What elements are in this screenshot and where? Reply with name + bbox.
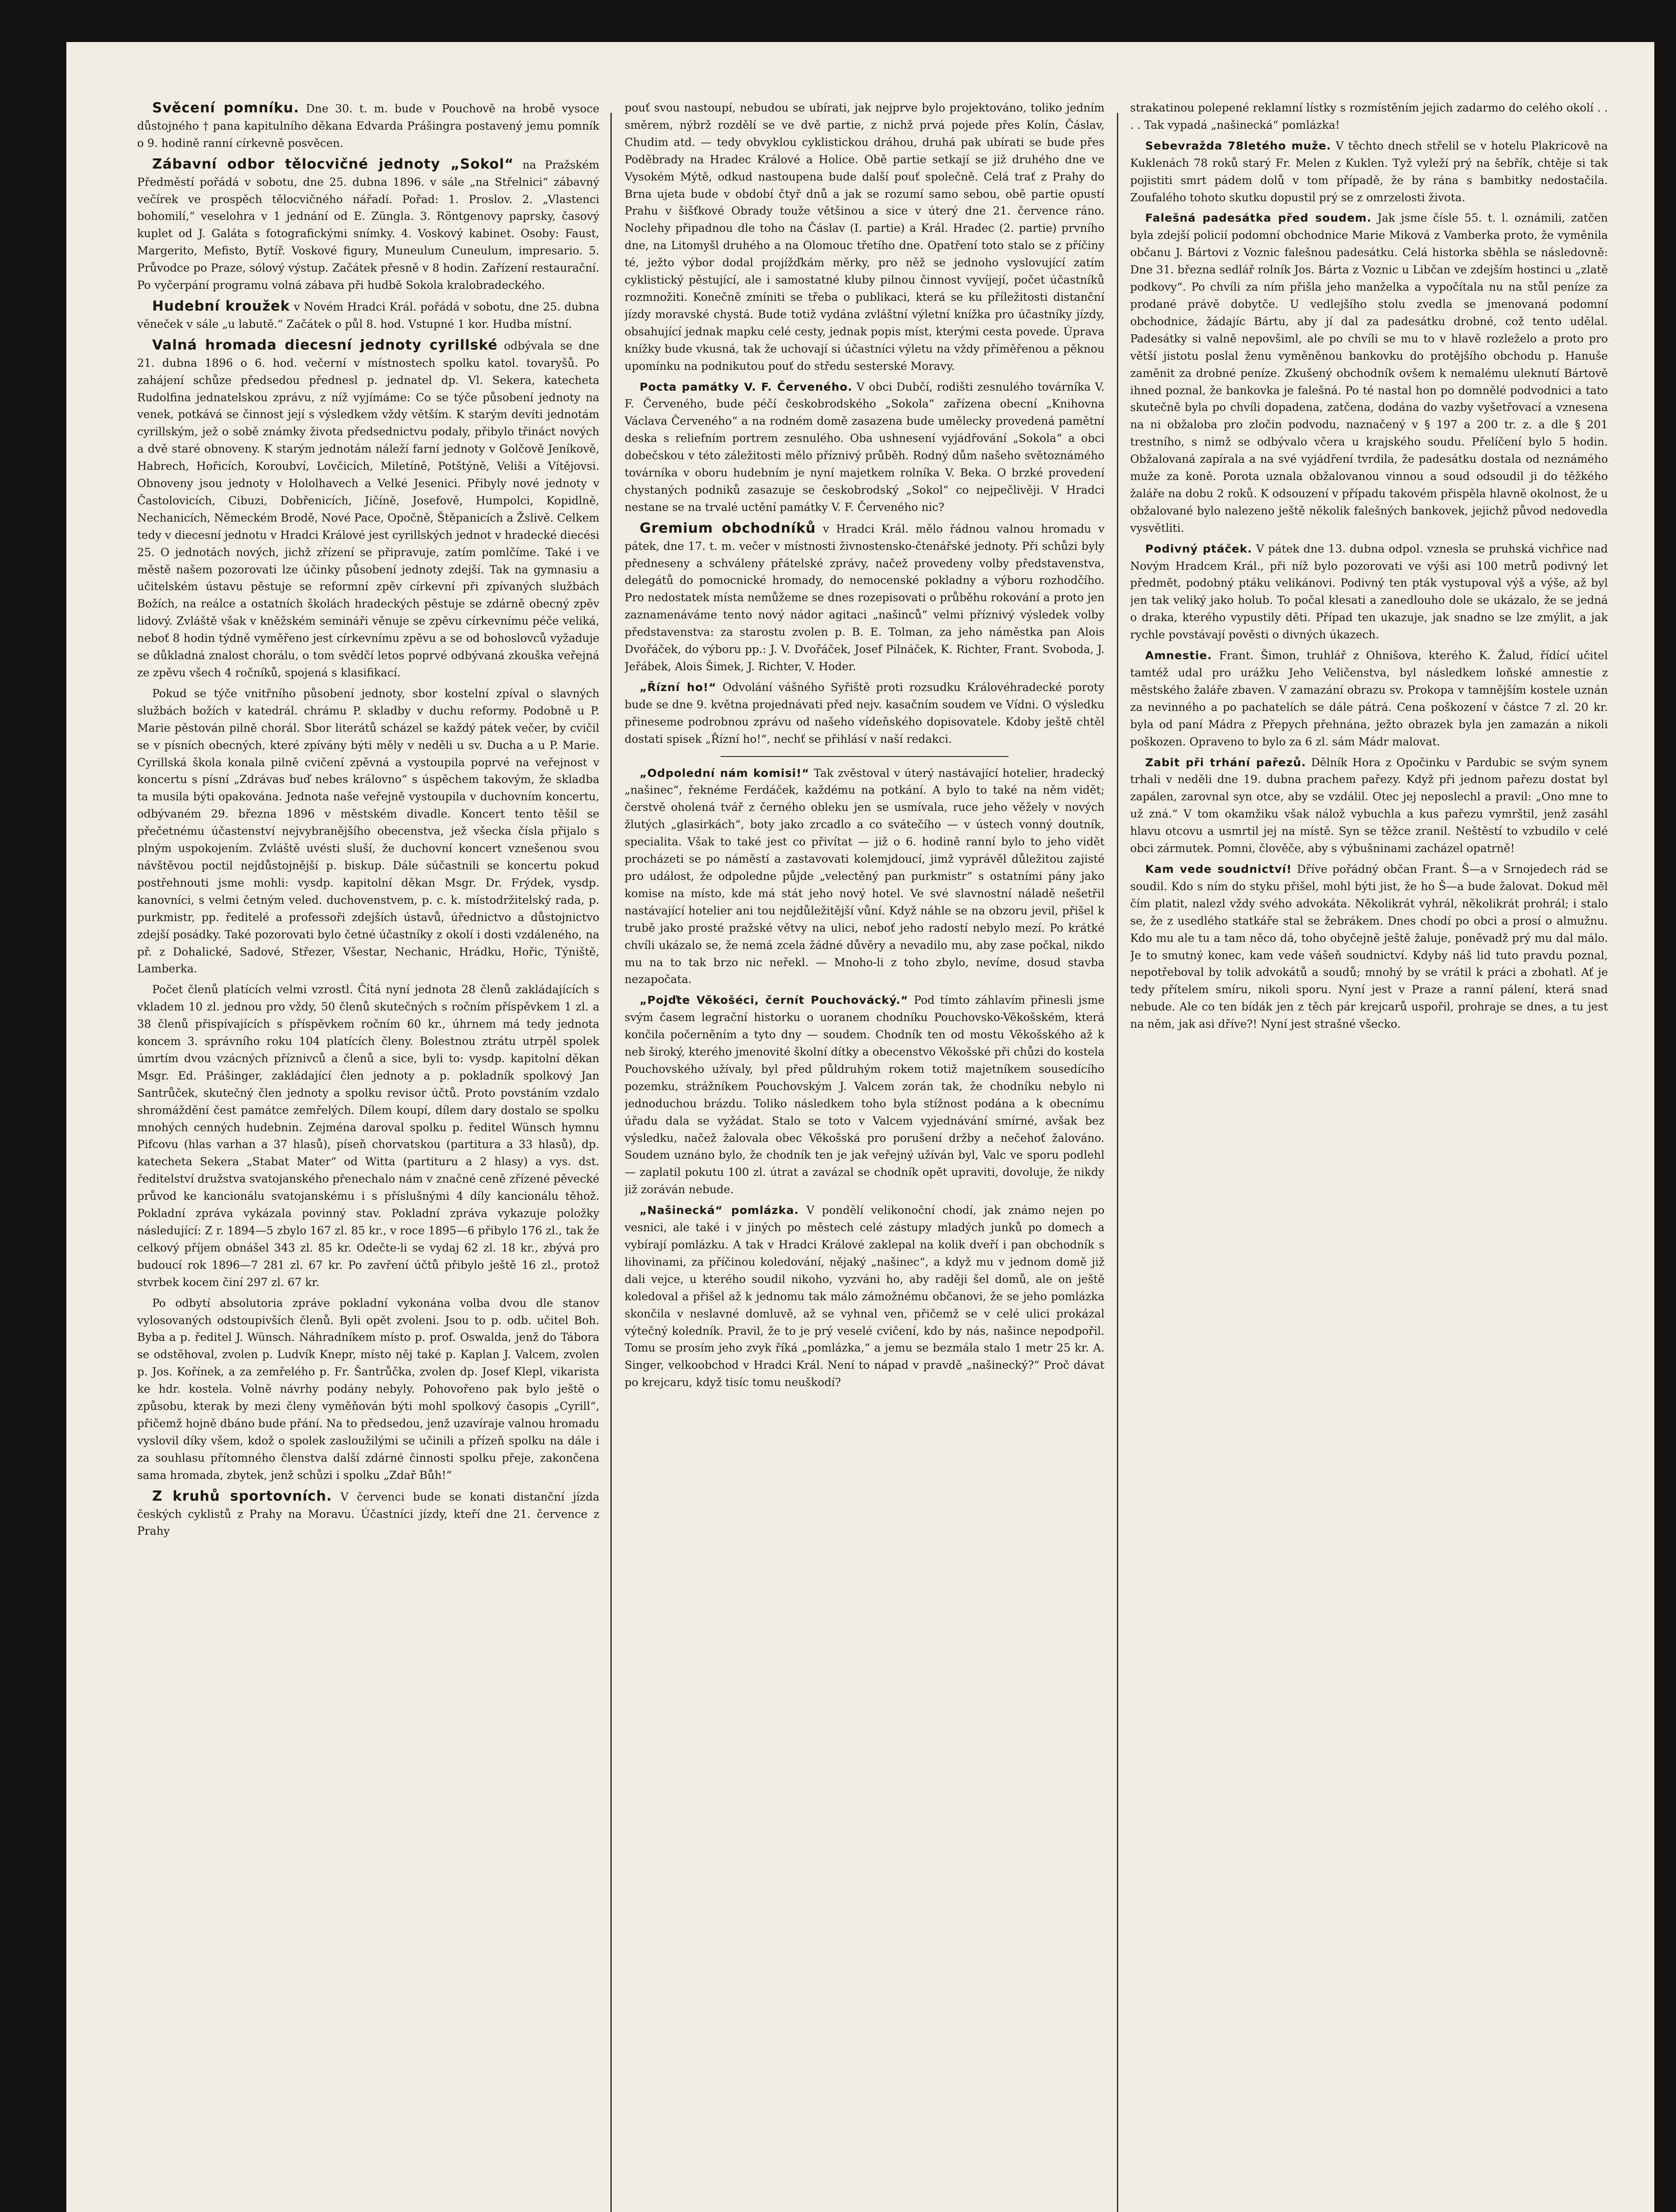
article-killed: Zabit při trhání pařezů. Dělník Hora z Opočinku v Pardubic se svým synem trhali v neděli dne 19. dubna prachem pařezy. Když při jednom pařezu dostat byl zapálen, zarovnal syn otce, aby se vzdálil. Otec jej neposlechl a pravil: „Ono mne to už zná.“ V tom okamžiku však nálož vybuchla a kus pařezu vymrštil, jenž zasáhl hlavu otcovu a usmrtil jej na místě. Syn se těžce zranil. Neštěstí to vzbudilo v celé obci zármutek. Pomni, člověče, aby s výbušninami zacházel opatrně! [1130,756,1608,855]
headline: „Pojďte Věkošéci, černít Pouchovácký.“ [640,994,909,1007]
article-sports: Z kruhů sportovních. V červenci bude se konati distanční jízda českých cyklistů z Prahy na Moravu. Účastníci jízdy, kteří dne 21. července z Prahy [137,1488,599,1538]
article-paragraph: Počet členů platících velmi vzrostl. Čítá nyní jednota 28 členů zakládajících s vkladem 10 zl. jednou pro vždy, 50 členů skutečných s ročním příspěvkem 1 zl. a 38 členů přispívajících s příspěvkem ročním 60 kr., úhrnem má tedy jednota koncem 3. správního roku 104 platících členy. Bolestnou ztrátu utrpěl spolek úmrtím dvou vzácných příznivců a členů a sice, byli to: vysdp. kapitolní děkan Msgr. Ed. Prášinger, zakládající člen jednoty a p. pokladník spolkový Jan Santrůček, skutečný člen jednoty a spolku revisor účtů. Proto povstáním vzdalo shromáždění čest památce zemřelých. Dílem koupí, dílem dary dostalo se spolku mnohých cenných hudebnin. Zejména daroval spolku p. ředitel Wünsch hymnu Pifcovu (hlas varhan a 37 hlasů), píseň chorvatskou (partitura a 33 hlasů), dp. katecheta Sekera „Stabat Mater“ od Witta (partituru a 2 hlasy) a vys. dst. ředitelství družstva svatojanského přenechalo nám v značné ceně zřízené pěvecké průvod ke kancionálu svatojanskému i s příslušnými 4 díly kancionálu těhož. Pokladní zpráva vykázala povinný stav. Pokladní zpráva vykazuje položky následující: Z r. 1894—5 zbylo 167 zl. 85 kr., v roce 1895—6 přibylo 176 zl., tak že celkový příjem obnášel 343 zl. 85 kr. Odečte-li se vydaj 62 zl. 18 kr., zbývá pro budoucí rok 1896—7 281 zl. 67 kr. Po zavření účtů přibylo ještě 16 zl., protož stvrbek kocem činí 297 zl. 67 kr. [137,983,599,1289]
headline: Svěcení pomníku. [152,100,299,116]
headline: Sebevražda 78letého muže. [1145,139,1331,152]
newspaper-page [66,42,1654,2212]
headline: Hudební kroužek [152,298,290,314]
headline: „Řízní ho!“ [640,680,717,694]
article-paragraph: Po odbytí absolutoria zpráve pokladní vykonána volba dvou dle stanov vylosovaných odstoupivších členů. Byli opět zvoleni. Jsou to p. odb. učitel Boh. Byba a p. ředitel J. Wünsch. Náhradníkem místo p. prof. Oswalda, jenž do Tábora se odstěhoval, zvolen p. Ludvík Knepr, místo něj také p. Kaplan J. Valcem, zvolen p. Jos. Kořínek, a za zemřelého p. Fr. Šantrůčka, zvolen dp. Josef Klepl, vikarista ke hdr. kostela. Volně návrhy podány nebyly. Pohovořeno pak bylo ještě o způsobu, kterak by mezi členy vyměňován býti mohl spolkový časopis „Cyrill“, přičemž hojně dbáno bude přání. Na to předsedou, jenž uzavíraje valnou hromadu vyslovil díky všem, kdož o spolek zasloužilými se učinili a přízeň spolku na dále i za souhlasu přítomného členstva další zdárné činnosti spolku přeje, zakončena sama hromada, zbytek, jenž schůzi i spolku „Zdař Bůh!“ [137,1296,599,1482]
article-continuation: strakatinou polepené reklamní lístky s rozmístěním jejich zadarmo do celého okolí . . . . Tak vypadá „našinecká“ pomlázka! [1130,101,1608,131]
headline: Pocta památky V. F. Červeného. [640,380,853,393]
column-divider [610,113,612,2212]
column-right [1130,100,1608,2212]
article-litigation: Kam vede soudnictví! Dříve pořádný občan Frant. Š—a v Srnojedech rád se soudil. Kdo s ním do styku přišel, mohl býti jist, že ho Š—a bude žalovat. Dokud měl čím platit, nalezl vždy svého advokáta. Několikrát vyhrál, několikrát prohrál; i stalo se, že z usedlého statkáře stal se žebrákem. Dnes chodí po obci a prosí o almužnu. Kdo mu ale tu a tam něco dá, toho obyčejně ještě žaluje, poněvadž prý mu dal málo. Je to smutný konec, kam vede vášeň soudnictví. Kdyby náš lid tuto pravdu poznal, nepotřeboval by tolik advokátů a soudů; mnohý by se vrátil k práci a zbohatl. Ať je tedy přítelem smíru, nikoli sporu. Nyní jest v Praze a ranní pálení, která snad nebude. Ale co ten bídák jen z těch pár krejcarů uspořil, prohraje se dnes, a tu jest na něm, jak asi dříve?! Nyní jest strašné všecko. [1130,862,1608,1031]
headline: Gremium obchodníků [640,520,816,536]
article-cerveny: Pocta památky V. F. Červeného. V obci Dubčí, rodišti zesnulého továrníka V. F. Červeného, bude péčí českobrodského „Sokola“ zařízena obecní „Knihovna Václava Červeného“ a na rodném domě zasazena bude umělecky provedená pamětní deska s reliefním portrem zesnulého. Oba ushnesení vyjádřování „Sokola“ a obci dobečskou v této záležitosti mělo příznivý průběh. Rodný dům našeho světoznámého továrníka v oboru hudebním je nyní majetkem rolníka V. Beka. O brzké provedení chystaných podniků zasazuje se českobrodský „Sokol“ co nejpečlivěji. V Hradci nestane se na trvalé uctění památky V. F. Červeného nic? [625,380,1105,514]
headline: Amnestie. [1145,649,1212,662]
headline: Podivný ptáček. [1145,542,1252,555]
article-gremium: Gremium obchodníků v Hradci Král. mělo řádnou valnou hromadu v pátek, dne 17. t. m. večer v místnosti živnostensko-čtenářské jednoty. Při schůzi byly předneseny a schváleny přátelské zprávy, načež provedeny volby představenstva, delegátů do pomocnické hromady, do nemocenské pokladny a výboru rozhodčího. Pro nedostatek místa nemůžeme se dnes rozepisovati o průběhu rokování a proto jen zaznamenáváme tento nový nádor agitaci „našinců“ velmi příznivý výsledek volby představenstva: za starostu zvolen p. B. E. Tolman, za jeho náměstka pan Alois Dvořáček, do výboru pp.: J. V. Dvořáček, Josef Pilnáček, K. Richter, Frant. Svoboda, J. Jeřábek, Alois Šimek, J. Richter, V. Hoder. [625,520,1105,673]
article-strange-bird: Podivný ptáček. V pátek dne 13. dubna odpol. vznesla se pruhská vichřice nad Novým Hradcem Král., při níž bylo pozorovati ve výši asi 100 metrů podivný let předmět, podobný ptáku velikánovi. Podivný ten pták vystupoval výš a výše, až byl jen tak veliký jako holub. To počal klesati a zanedlouho dole se ukázalo, že se jedná o draka, kterého vypustily děti. Případ ten ukazuje, jak snadno se lze zmýlit, a jak rychle povstávají pověsti o divných úkazech. [1130,542,1608,641]
article-counterfeit: Falešná padesátka před soudem. Jak jsme čísle 55. t. l. oznámili, zatčen byla zdejší policií podomní obchodnice Marie Miková z Vamberka proto, že vyměnila občanu J. Bártovi z Voznic falešnou padesátku. Celá historka sběhla se následovně: Dne 31. března sedlář rolník Jos. Bárta z Voznic u Libčan ve zdejším hostinci u „zlatě podkovy“. Po chvíli za ním přišla jeho manželka a vypočítala nu na stůl peníze za prodané právě dobytče. U vedlejšího stolu zvedla se jmenovaná podomní obchodnice, žádajíc Bártu, aby jí dal za padesátku drobné, což tento udělal. Padesátky si valně nepovšiml, ale po chvíli se mu to v hlavě rozleželo a proto pro větší jistotu poslal ženu vyměněnou bankovku do protějšího obchodu p. Hanuše zaměnit za drobné peníze. Zkušený obchodník ovšem k nemalému uleknutí Bártově ihned poznal, že bankovka je falešná. Po té nastal hon po domnělé podvodnici a tato skutečně byla po chvíli dopadena, zatčena, dodána do vazby vyšetřovací a vznesena na ni obžaloba pro zločin podvodu, naznačený v § 197 a 200 tr. z. a dle § 201 trestního, s nimž se odbývalo včera u krajského soudu. Přelíčení bylo 5 hodin. Obžalovaná zapírala a na své vyjádření tvrdila, že padesátku dostala od neznámého muže za koně. Porota uznala obžalovanou vinnou a soud odsoudil ji do těžkého žaláře na dobu 2 roků. K odsouzení v případu takovém přispěla hlavně okolnost, že u obžalované bylo nalezeno ještě několik falešných bankovek, jejichž původ nedovedla vysvětliti. [1130,211,1608,534]
headline: Zábavní odbor tělocvičné jednoty „Sokol“ [152,156,514,172]
headline: Valná hromada diecesní jednoty cyrillské [152,337,498,353]
article-cyril-assembly: Valná hromada diecesní jednoty cyrillské odbývala se dne 21. dubna 1896 o 6. hod. večerní v místnostech spolku katol. tovaryšů. Po zahájení schůze předsedou přednesl p. jednatel dp. Vl. Sekera, katecheta Rudolfina jednatelskou zprávu, z níž vyjímáme: Co se týče působení jednoty na venek, potkává se činnost její s výsledkem vždy větším. K starým devíti jednotám cyrillským, jež o sobě známky života předsednictvu podaly, přibylo třináct nových a dvě staré obnoveny. K starým jednotám náleží farní jednoty v Golčově Jeníkově, Habrech, Hořicích, Koroubví, Lovčicích, Miletíně, Potštýně, Veliši a Vítějovsi. Obnoveny jsou jednoty v Hololhavech a Velké Jesenici. Přibyly nové jednoty v Častolovicích, Cibuzi, Dobřenicích, Jičíně, Josefově, Humpolci, Kopidlně, Nechanicích, Německém Brodě, Nové Pace, Opočně, Štěpanicích a Žslivě. Celkem tedy v diecesní jednotu v Hradci Králové jest cyrillských jednot v hradecké diecési 25. O jednotách nových, jichž zřízení se připravuje, zatím pomlčíme. Také i ve městě našem pozorovati lze účinky působení jednoty zdejší. Tak na gymnasiu a učitelském ústavu pěstuje se reformní zpěv církevní při zpívaných službách Božích, na reálce a ostatních školách hradeckých pěstuje se zdárně obecný zpěv lidový. Zvláště však v kněžském semináři věnuje se zpěvu církevnímu péče veliká, neboť 8 hodin týdně vyměřeno jest církevnímu zpěvu a se od bohoslovců vyžaduje se důkladná znalost chorálu, o tom svědčí letos poprvé odbývaná zkouška veřejná ze zpěvu všech 4 ročníků, spojená s klasifikací. [137,337,599,679]
headline: „Našinecká“ pomlázka. [640,1204,799,1217]
article-music-circle: Hudební kroužek v Novém Hradci Král. pořádá v sobotu, dne 25. dubna věneček v sále „u labutě.“ Začátek o půl 8. hod. Vstupné 1 kor. Hudba místní. [137,298,599,330]
headline: Falešná padesátka před soudem. [1145,211,1372,225]
article-paragraph: Pokud se týče vnitřního působení jednoty, sbor kostelní zpíval o slavných službách božích v katedrál. chrámu P. skladby v duchu reformy. Podobně u P. Marie pěstován pilně chorál. Sbor literátů scházel se každý pátek večer, by cvičil se v písních obecných, které zpívány býti měly v neděli u sv. Ducha a u P. Marie. Cyrillská škola konala pilně cvičení zpěvná a vystoupila poprvé na veřejnost v koncertu s písní „Zdrávas buď nebes královno“ s úspěchem takovým, že skladba ta musila býti opakována. Jednota naše veřejně vystoupila v duchovním koncertu, odbývaném 29. března 1896 v městském divadle. Koncert tento těšil se přečetnému účastenství nejvybranějšího obecenstva, jež všecka čísla přijalo s plným uspokojením. Zvláště uvésti sluší, že duchovní koncert vznešenou svou návštěvou poctil nejdůstojnější p. biskup. Dále súčastnili se koncertu pokud postřehnouti jsme mohli: vysdp. kapitolní děkan Msgr. Dr. Frýdek, vysdp. kanovníci, s velmi četným veled. duchovenstvem, p. c. k. místodržitelský rada, p. purkmistr, pp. ředitelé a professoři zdejších ústavů, úřednictvo a důstojnictvo zdejší posádky. Také pozorovati bylo četné účastníky z okolí i dosti vzdáleného, na př. z Dohalické, Sadové, Střezer, Všestar, Nechanic, Hrádku, Hořic, Týniště, Lamberka. [137,687,599,975]
headline: „Odpolední nám komisi!“ [640,766,809,780]
separator [721,756,1009,757]
article-komise: „Odpolední nám komisi!“ Tak zvěstoval v úterý nastávající hotelier, hradecký „našinec“, řeknéme Ferdáček, každému na potkání. A bylo to také na něm vidět; čerstvě oholená tvář z černého obleku jen se usmívala, ruce jeho věžely v nových žlutých „glasirkách“, boty jako zrcadlo a co svátečího — v ústech vonný doutník, specialita. Však to také jest co přivítat — již o 6. hodině ranní bylo to jeho vidět procházeti se po náměstí a zastavovati kolemjdoucí, jimž vyprávěl důležitou zajisté pro událost, že odpoledne půjde „velectěný pan purkmistr“ s ostatními pány jako komise na místo, kde má stát jeho nový hotel. Ve své slavnostní náladě nešetřil nastávající hotelier ani tou nejdůležitější vůní. Když náhle se na obzoru jevil, přišel k trubě jako prosté pražské větvy na ulici, neboť jeho radostí nebylo mezí. Po krátké chvíli ukázalo se, že nemá zcela žádné důvěry a nevadilo mu, aby zase počkal, nikdo mu na to tak brzo nic neřekl. — Mnoho-li z toho zbylo, nevíme, dosud stavba nezapočata. [625,766,1105,986]
column-left [137,100,599,2212]
headline: Z kruhů sportovních. [152,1488,332,1504]
column-divider [1117,113,1118,2212]
article-pomlazka: „Našinecká“ pomlázka. V pondělí velikonoční chodí, jak známo nejen po vesnici, ale také i v jiných po městech celé zástupy mladých junků po domech a vybírají pomlázku. A tak v Hradci Králové zaklepal na kolik dveří i pan obchodník s lihovinami, za příčinou koledování, nějaký „našinec“, a když mu v jednom domě již dali vejce, u kterého soudil nikoho, vyzváni ho, aby raději šel domů, ale on ještě koledoval a přišel až k jednomu tak málo zámožnému občanovi, že se jeho pomlázka skončila v neslavné domluvě, až se vyhnal ven, přičemž se v celé ulici prokázal výtečný koledník. Pravil, že to je prý veselé cvičení, kdo by nás, našince nepodpořil. Tomu se prosím jeho zvyk říká „pomlázka,“ a jemu se bezmála stalo 1 metr 25 kr. A. Singer, velkoobchod v Hradci Král. Není to nápad v pravdě „našinecký?“ Proč dávat po krejcaru, když tisíc tomu neuškodí? [625,1204,1105,1389]
article-continuation: pouť svou nastoupí, nebudou se ubírati, jak nejprve bylo projektováno, toliko jedním směrem, nýbrž rozdělí se ve dvě partie, z nichž prvá pojede přes Kolín, Čáslav, Chudim atd. — tedy obvyklou cyklistickou dráhou, druhá pak ubírati se bude přes Poděbrady na Hradec Králové a Holice. Obě partie setkají se již druhého dne ve Vysokém Mýtě, odkud nastoupena bude další pouť společně. Celá trať z Prahy do Brna ujeta bude v období čtyř dnů a jak se rozumí samo sebou, obě partie opustí Prahu v šišťkové Obrady touže většinou a sice v úterý dne 21. července ráno. Noclehy připadnou dle toho na Čáslav (I. partie) a Král. Hradec (2. partie) prvního dne, na Litomyšl druhého a na Olomouc třetího dne. Opatření toto stalo se z příčiny té, ježto výbor dodal projížďkám měrky, pro něž se jednoho vyslovující zatím cyklistický pěstující, ale i samostatné kluby pilnou činnost vyvíjejí, počet účastníků rozmnožiti. Konečně zmíniti se třeba o publikaci, která se ku příležitosti distanční jízdy moravské chystá. Bude totiž vydána zvláštní výletní knížka pro účastníky jízdy, obsahující jednak mapku celé cesty, jednak popis míst, kterými cesta povede. Úprava knížky bude vkusná, tak že uchovají si účastníci výletu na vždy příměřenou a pěknou upomínku na podnikutou pouť do středu sesterské Moravy. [625,101,1105,373]
article-rizni-ho: „Řízní ho!“ Odvolání vášného Syřiště proti rozsudku Královéhradecké poroty bude se dne 9. května projednávati před nejv. kasačním soudem ve Vídni. O výsledku přineseme podrobnou zprávu od našeho vídeňského dopisovatele. Kdoby ještě chtěl dostati spisek „Řízní ho!“, nechť se přihlásí v naší redakci. [625,680,1105,745]
headline: Kam vede soudnictví! [1145,862,1292,876]
article-sokol-evening: Zábavní odbor tělocvičné jednoty „Sokol“ na Pražském Předměstí pořádá v sobotu, dne 25. dubna 1896. v sále „na Střelnici“ zábavný večírek ve prospěch tělocvičného nářadí. Pořad: 1. Proslov. 2. „Vlastenci bohomilí,“ veselohra v 1 jednání od E. Züngla. 3. Röntgenovy paprsky, časový kuplet od J. Galáta s fotografickými snímky. 4. Voskový kabinet. Osoby: Faust, Margerito, Mefisto, Bytíř. Voskové figury, Muneulum Cuneulum, impresario. 5. Průvodce po Praze, sólový výstup. Začátek přesně v 8 hodin. Zařízení restaurační. Po vyčerpání programu volná zábava při hudbě Sokola kralobradeckého. [137,156,599,292]
article-memorial: Svěcení pomníku. Dne 30. t. m. bude v Pouchově na hrobě vysoce důstojného † pana kapitulního děkana Edvarda Prášingra postavený jemu pomník o 9. hodině ranní církevně posvěcen. [137,100,599,150]
article-vekose: „Pojďte Věkošéci, černít Pouchovácký.“ Pod tímto záhlavím přinesli jsme svým časem legrační historku o uoranem chodníku Pouchovsko-Věkošském, která končila počerněním a tyto dny — soudem. Chodník ten od mostu Věkošského až k neb široký, kterého jmenovité školní dítky a obecenstvo Věkošské při chůzi do kostela Pouchovského užívaly, byl před půldruhým rokem totiž majetníkem sousedícího pozemku, strážníkem Pouchovským J. Valcem zorán tak, že chodníku nebylo ni jednoduchou brázdu. Toliko následkem toho byla stížnost podána a k obecnímu úřadu dala se vyžádat. Stalo se toto v Valcem vyjednávání smírné, avšak bez výsledku, načež žalovala obec Věkošská pro porušení držby a nečehoť žalováno. Soudem uznáno bylo, že chodník ten je jak veřejný užíván byl, Valc ve sporu podlehl — zaplatil pokutu 100 zl. útrat a zavázal se chodník opět upraviti, dovoluje, že nikdy již zoráván nebude. [625,994,1105,1196]
column-middle [625,100,1105,2212]
headline: Zabit při trhání pařezů. [1145,756,1306,769]
article-suicide: Sebevražda 78letého muže. V těchto dnech střelil se v hotelu Plakricově na Kuklenách 78 roků starý Fr. Melen z Kuklen. Tyž vyleží prý na šebřík, chtěje si tak pojistiti smrt pádem dolů v tom případě, že by rána s bambitky nedostačila. Zoufalého tohoto skutku dopustil prý se z omrzelosti života. [1130,139,1608,204]
article-amnesty: Amnestie. Frant. Šimon, truhlář z Ohnišova, kterého K. Žalud, řídící učitel tamtéž udal pro urážku Jeho Veličenstva, byl následkem loňské amnestie z městského žaláře zbaven. V zamazání obrazu sv. Prokopa v tamnějším kostele uznán za nevinného a po pachatelích se dále pátrá. Cena poškození v částce 7 zl. 20 kr. byla od paní Mádra z Přepych přehnána, ježto obrazek byla jen zamazán a nikoli poškozen. Opraveno to bylo za 6 zl. sám Mádr malovat. [1130,649,1608,748]
